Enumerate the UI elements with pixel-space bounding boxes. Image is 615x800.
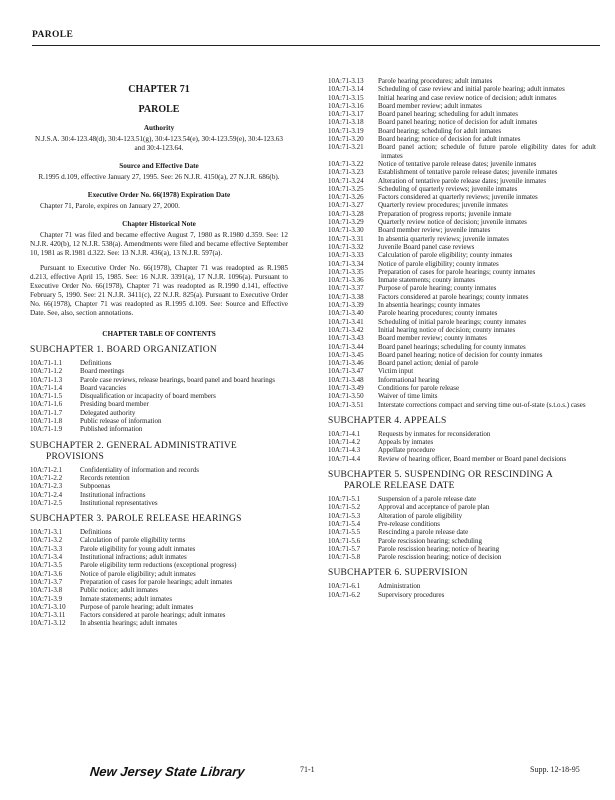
subchapter-title: SUBCHAPTER 5. SUSPENDING OR RESCINDING A [328,470,553,481]
toc-entry [30,499,288,507]
toc-entry-number: 10A:71-1.3 [30,375,63,384]
subchapter-title-continuation: PROVISIONS [46,451,104,462]
toc-entry-number: 10A:71-3.38 [328,292,364,301]
toc-entry-number: 10A:71-1.9 [30,425,63,434]
toc-entry-title: Appellate procedure [378,446,435,455]
subchapter-title: SUBCHAPTER 3. PAROLE RELEASE HEARINGS [30,514,242,525]
toc-entry [328,210,596,218]
toc-entry-number: 10A:71-1.4 [30,383,63,392]
toc-entry-number: 10A:71-3.24 [328,176,364,185]
history-paragraph-2: Pursuant to Executive Order No. 66(1978), Chapter 71 was readopted as R.1985 d.213, effective April 15, 1985. See: 16 N.J.R. 3391(a), 17 N.J.R. 1096(a). Pursuant to Executive Order No. 66(1978), Chapter 71 was readopted as R.1990 d.141, effective February 5, 1990. See: 21 N.J.R. 3411(c), 22 N.J.R. 825(a). Pursuant to Executive Order No. 66(1978), Chapter 71 was readopted as R.1995 d.109. See: Source and Effective Date. See, also, section annotations. [30,264,288,317]
toc-entry [30,466,288,474]
expiration-text: Chapter 71, Parole, expires on January 27, 2000. [40,202,180,210]
toc-entry [328,243,596,251]
toc-entry [328,545,596,553]
toc-entry-number: 10A:71-3.36 [328,276,364,285]
toc-entry [328,326,596,334]
toc-entry [328,193,596,201]
toc-entry-number: 10A:71-3.46 [328,359,364,368]
toc-entry-title: Parole hearing procedures; adult inmates [378,77,493,85]
subchapter-heading [30,345,288,356]
toc-entry-number: 10A:71-2.3 [30,482,63,491]
toc-entry-title: Records retention [80,473,130,482]
toc-entry-title: Presiding board member [80,400,149,409]
toc-entry-number: 10A:71-2.4 [30,490,63,499]
toc-entry-number: 10A:71-4.2 [328,438,361,447]
toc-entry-title: Review of hearing officer, Board member or Board panel decisions [378,454,567,463]
toc-entry [30,570,288,578]
toc-entry-title: Rescinding a parole release date [378,528,469,537]
chapter-title: PAROLE [138,104,180,115]
toc-entry [328,284,596,292]
toc-entry-number: 10A:71-1.7 [30,408,63,417]
toc-entry-title: In absentia hearings; adult inmates [80,619,178,628]
toc-entry-title: Notice of parole eligibility; county inmates [378,259,499,268]
toc-entry [328,582,596,590]
toc-entry-number: 10A:71-5.4 [328,519,361,528]
toc-entry-title: Board hearing; notice of decision for adult inmates [378,135,521,144]
toc-entry [30,367,288,375]
toc-entry-number: 10A:71-3.50 [328,392,364,401]
toc-entry-number: 10A:71-3.35 [328,267,364,276]
toc-entry [328,276,596,284]
toc-entry [328,160,596,168]
toc-entry-number: 10A:71-6.1 [328,582,361,591]
toc-entry-number: 10A:71-3.16 [328,101,364,110]
toc-entry-number: 10A:71-1.2 [30,367,63,376]
toc-entry-title: In absentia hearings; county inmates [378,301,481,310]
toc-entry [30,561,288,569]
toc-entry-title: Administration [378,582,421,591]
authority-text: N.J.S.A. 30:4-123.48(d), 30:4-123.51(g), 30:4-123.54(e), 30:4-123.59(e), 30:4-123.63 and 30:4-123.64. [35,135,283,152]
toc-entry-title: Disqualification or incapacity of board members [80,392,216,401]
toc-entry [328,251,596,259]
toc-entry [30,392,288,400]
toc-entry [30,586,288,594]
toc-entry [328,503,596,511]
toc-entry-number: 10A:71-3.39 [328,301,364,310]
toc-entry-title: Board panel hearing; scheduling for adult inmates [378,110,518,119]
toc-entry [328,168,596,176]
toc-entry-title: Alteration of tentative parole release dates; juvenile inmates [378,176,547,185]
toc-entry-number: 10A:71-3.20 [328,135,364,144]
subchapter-heading [30,441,288,463]
toc-entry-number: 10A:71-3.28 [328,209,364,218]
toc-heading: CHAPTER TABLE OF CONTENTS [102,330,216,338]
toc-entry-title: Waiver of time limits [378,392,438,401]
toc-entry-title: Parole rescission hearing; notice of hearing [378,544,500,553]
toc-entry [328,591,596,599]
toc-entry-title: Preparation of progress reports; juvenile inmate [378,209,512,218]
toc-entry-title: Preparation of cases for parole hearings; adult inmates [80,577,233,586]
subchapter-title: SUBCHAPTER 6. SUPERVISION [328,568,468,579]
toc-entry-title: Institutional infractions [80,490,146,499]
toc-entry-number: 10A:71-3.19 [328,126,364,135]
toc-entry [328,343,596,351]
toc-entry-number: 10A:71-1.1 [30,359,63,367]
toc-entry [30,482,288,490]
toc-entry [328,226,596,234]
toc-entry-number: 10A:71-3.30 [328,226,364,235]
toc-entry-title: Preparation of cases for parole hearings; county inmates [378,267,536,276]
toc-entry-number: 10A:71-3.6 [30,569,63,578]
toc-entry [328,520,596,528]
toc-entry-title: Calculation of parole eligibility; county inmates [378,251,513,260]
toc-entry-title: Initial hearing and case review notice of decision; adult inmates [378,93,557,102]
subchapter-heading [328,416,596,427]
toc-entry-title: Suspension of a parole release date [378,495,477,504]
toc-entry-number: 10A:71-3.7 [30,577,63,586]
toc-entry-title: Initial hearing notice of decision; county inmates [378,325,516,334]
toc-entry-title: Board hearing; scheduling for adult inmates [378,126,502,135]
right-column [328,77,596,599]
toc-entry [328,118,596,126]
subchapter-title: SUBCHAPTER 4. APPEALS [328,415,447,426]
toc-entry-number: 10A:71-3.44 [328,342,364,351]
toc-entry-title: Confidentiality of information and records [80,465,199,474]
toc-entry-title: Notice of tentative parole release dates; juvenile inmates [378,159,537,168]
toc-entry-number: 10A:71-4.3 [328,446,361,455]
subchapter-title-continuation: PAROLE RELEASE DATE [344,481,455,492]
subchapter-heading [30,514,288,525]
toc-entry [30,491,288,499]
toc-entry [30,417,288,425]
toc-entry [328,401,596,409]
toc-entry-title: Board member review; adult inmates [378,101,482,110]
toc-entry-number: 10A:71-3.10 [30,602,66,611]
toc-entry-number: 10A:71-3.3 [30,544,63,553]
toc-entry-title: Quarterly review procedures; juvenile inmates [378,201,508,210]
toc-entry [30,603,288,611]
right-toc-entries [328,77,596,409]
toc-entry [328,135,596,143]
toc-entry [30,359,288,367]
toc-entry-number: 10A:71-3.21 [328,143,364,152]
toc-entry-number: 10A:71-3.15 [328,93,364,102]
toc-entry-title: Public notice; adult inmates [80,586,158,595]
toc-entry [328,318,596,326]
toc-entry-title: Board member review; county inmates [378,334,487,343]
subchapter-title: SUBCHAPTER 2. GENERAL ADMINISTRATIVE [30,440,237,451]
toc-entry [30,400,288,408]
toc-entry-title: Purpose of parole hearing; adult inmates [80,602,194,611]
toc-entry-number: 10A:71-5.5 [328,528,361,537]
toc-entry [30,528,288,536]
toc-entry-title: In absentia quarterly reviews; juvenile inmates [378,234,509,243]
toc-entry [328,537,596,545]
toc-entry-title: Board panel hearings; scheduling for county inmates [378,342,526,351]
toc-entry [30,425,288,433]
toc-entry [328,309,596,317]
expiration-heading: Executive Order No. 66(1978) Expiration Date [87,191,231,199]
toc-entry-number: 10A:71-3.34 [328,259,364,268]
toc-entry-title: Board vacancies [80,383,127,392]
toc-entry-number: 10A:71-3.51 [328,400,364,409]
header-rule [32,45,600,46]
toc-entry-title: Parole rescission hearing; scheduling [378,536,483,545]
subchapter-heading [328,470,596,492]
toc-entry [328,268,596,276]
toc-entry-title: Scheduling of initial parole hearings; county inmates [378,317,527,326]
toc-entry-title: Delegated authority [80,408,136,417]
left-toc [30,345,288,628]
toc-entry-title: Factors considered at parole hearings; adult inmates [80,611,226,620]
toc-entry-title: Pre-release conditions [378,519,441,528]
supplement-date: Supp. 12-18-95 [530,765,580,774]
toc-entry-number: 10A:71-5.6 [328,536,361,545]
toc-entry-number: 10A:71-3.23 [328,168,364,177]
toc-entry-title: Purpose of parole hearing; county inmates [378,284,497,293]
toc-entry [328,260,596,268]
toc-entry-number: 10A:71-3.14 [328,85,364,94]
toc-entry [328,446,596,454]
toc-entry-number: 10A:71-3.26 [328,193,364,202]
toc-entry-number: 10A:71-3.2 [30,536,63,545]
toc-entry [328,177,596,185]
toc-entry-number: 10A:71-3.47 [328,367,364,376]
toc-entry-title: Scheduling of case review and initial parole hearing; adult inmates [378,85,565,94]
toc-entry-title: Informational hearing [378,375,440,384]
toc-entry-title: Institutional infractions; adult inmates [80,553,187,562]
toc-entry-title: Supervisory procedures [378,590,445,599]
toc-entry-number: 10A:71-3.43 [328,334,364,343]
toc-entry [30,553,288,561]
toc-entry-title: Definitions [80,359,112,367]
toc-entry-title: Factors considered at parole hearings; county inmates [378,292,529,301]
toc-entry-number: 10A:71-5.2 [328,503,361,512]
toc-entry-number: 10A:71-3.45 [328,350,364,359]
toc-entry [328,102,596,110]
toc-entry-title: Parole case reviews, release hearings, board panel and board hearings [80,375,275,384]
toc-entry [328,235,596,243]
toc-entry-title: Board panel action; schedule of future parole eligibility dates for adult inmates [378,143,596,160]
toc-entry [328,94,596,102]
left-column [30,80,288,628]
toc-entry-number: 10A:71-3.12 [30,619,66,628]
toc-entry [328,495,596,503]
toc-entry-title: Alteration of parole eligibility [378,511,463,520]
toc-entry-number: 10A:71-3.27 [328,201,364,210]
toc-entry [30,384,288,392]
toc-entry-number: 10A:71-3.25 [328,184,364,193]
toc-entry-number: 10A:71-3.42 [328,325,364,334]
toc-entry [328,376,596,384]
toc-entry-title: Inmate statements; county inmates [378,276,476,285]
toc-entry-number: 10A:71-3.33 [328,251,364,260]
running-head: PAROLE [32,30,74,40]
toc-entry-number: 10A:71-3.48 [328,375,364,384]
subchapter-title: SUBCHAPTER 1. BOARD ORGANIZATION [30,345,217,355]
toc-entry-title: Appeals by inmates [378,438,434,447]
toc-entry-title: Public release of information [80,417,162,426]
toc-entry-number: 10A:71-3.1 [30,528,63,537]
toc-entry [30,595,288,603]
toc-entry [30,619,288,627]
toc-entry-title: Subpoenas [80,482,111,491]
toc-entry-title: Institutional representatives [80,498,158,507]
toc-entry-number: 10A:71-3.32 [328,242,364,251]
toc-entry-number: 10A:71-1.5 [30,392,63,401]
toc-entry [328,384,596,392]
toc-entry [30,376,288,384]
chapter-number: CHAPTER 71 [128,84,190,95]
toc-entry-title: Approval and acceptance of parole plan [378,503,490,512]
toc-entry-number: 10A:71-2.2 [30,473,63,482]
toc-entry [328,553,596,561]
toc-entry [328,528,596,536]
toc-entry [328,85,596,93]
history-paragraph-1: Chapter 71 was filed and became effective August 7, 1980 as R.1980 d.359. See: 12 N.J.R. 420(b), 12 N.J.R. 538(a). Amendments were filed and became effective September 10, 1981 as R.1981 d.322. See: 13 N.J.R. 436(a), 13 N.J.R. 597(a). [30,231,288,257]
toc-entry [328,110,596,118]
toc-entry-number: 10A:71-3.5 [30,561,63,570]
history-heading: Chapter Historical Note [122,220,196,228]
toc-entry-title: Board member review; juvenile inmates [378,226,491,235]
toc-entry-title: Victim input [378,367,414,376]
toc-entry [30,536,288,544]
toc-entry-number: 10A:71-5.7 [328,544,361,553]
right-toc [328,416,596,599]
toc-entry-title: Interstate corrections compact and serving time out-of-state (s.t.o.s.) cases [378,400,586,409]
toc-entry [30,409,288,417]
toc-entry-title: Parole eligibility for young adult inmates [80,544,196,553]
toc-entry-number: 10A:71-6.2 [328,590,361,599]
toc-entry-number: 10A:71-1.6 [30,400,63,409]
toc-entry-number: 10A:71-3.22 [328,159,364,168]
toc-entry-number: 10A:71-3.9 [30,594,63,603]
toc-entry-title: Conditions for parole release [378,383,460,392]
toc-entry-number: 10A:71-1.8 [30,417,63,426]
toc-entry-title: Parole eligibility term reductions (exceptional progress) [80,561,237,570]
toc-entry-title: Inmate statements; adult inmates [80,594,172,603]
source-heading: Source and Effective Date [119,162,199,170]
toc-entry-number: 10A:71-4.1 [328,429,361,438]
toc-entry [328,185,596,193]
toc-entry [328,392,596,400]
toc-entry-number: 10A:71-3.37 [328,284,364,293]
subchapter-heading [328,568,596,579]
toc-entry [328,455,596,463]
toc-entry [328,77,596,85]
library-stamp: New Jersey State Library [89,764,246,779]
toc-entry-title: Requests by inmates for reconsideration [378,429,491,438]
toc-entry-number: 10A:71-3.40 [328,309,364,318]
toc-entry-number: 10A:71-3.8 [30,586,63,595]
toc-entry-number: 10A:71-5.8 [328,553,361,562]
toc-entry-number: 10A:71-3.4 [30,553,63,562]
toc-entry [328,430,596,438]
toc-entry [328,143,596,160]
toc-entry [30,545,288,553]
toc-entry [328,127,596,135]
toc-entry-title: Board panel hearing; notice of decision for adult inmates [378,118,538,127]
toc-entry [30,474,288,482]
toc-entry [328,301,596,309]
source-text: R.1995 d.109, effective January 27, 1995. See: 26 N.J.R. 4150(a), 27 N.J.R. 686(b). [38,173,280,181]
toc-entry-title: Establishment of tentative parole release dates; juvenile inmates [378,168,558,177]
toc-entry [328,359,596,367]
toc-entry [328,351,596,359]
authority-heading: Authority [143,124,175,132]
toc-entry-number: 10A:71-2.1 [30,465,63,474]
toc-entry [328,334,596,342]
toc-entry-number: 10A:71-3.41 [328,317,364,326]
toc-entry-number: 10A:71-3.18 [328,118,364,127]
toc-entry-title: Definitions [80,528,112,537]
toc-entry [328,201,596,209]
toc-entry-number: 10A:71-3.17 [328,110,364,119]
toc-entry-title: Factors considered at quarterly reviews; juvenile inmates [378,193,538,202]
toc-entry [328,512,596,520]
toc-entry-title: Board panel hearing; notice of decision for county inmates [378,350,543,359]
toc-entry-title: Calculation of parole eligibility terms [80,536,186,545]
toc-entry [328,367,596,375]
page-number: 71-1 [300,765,315,774]
toc-entry-number: 10A:71-3.13 [328,77,364,85]
toc-entry-number: 10A:71-2.5 [30,498,63,507]
toc-entry-number: 10A:71-4.4 [328,454,361,463]
toc-entry [328,293,596,301]
toc-entry-title: Juvenile Board panel case reviews [378,242,475,251]
toc-entry-title: Parole rescission hearing; notice of decision [378,553,502,562]
toc-entry-number: 10A:71-3.49 [328,383,364,392]
toc-entry-title: Quarterly review notice of decision; juvenile inmates [378,218,527,227]
toc-entry-title: Parole hearing procedures; county inmates [378,309,498,318]
toc-entry-number: 10A:71-5.1 [328,495,361,504]
toc-entry-title: Board panel action; denial of parole [378,359,479,368]
toc-entry-number: 10A:71-3.11 [30,611,66,620]
toc-entry-number: 10A:71-3.29 [328,218,364,227]
toc-entry [328,218,596,226]
toc-entry-title: Board meetings [80,367,125,376]
toc-entry-title: Published information [80,425,143,434]
toc-entry [30,611,288,619]
toc-entry-number: 10A:71-3.31 [328,234,364,243]
toc-entry [30,578,288,586]
toc-entry-number: 10A:71-5.3 [328,511,361,520]
toc-entry [328,438,596,446]
toc-entry-title: Scheduling of quarterly reviews; juvenile inmates [378,184,518,193]
toc-entry-title: Notice of parole eligibility; adult inmates [80,569,196,578]
